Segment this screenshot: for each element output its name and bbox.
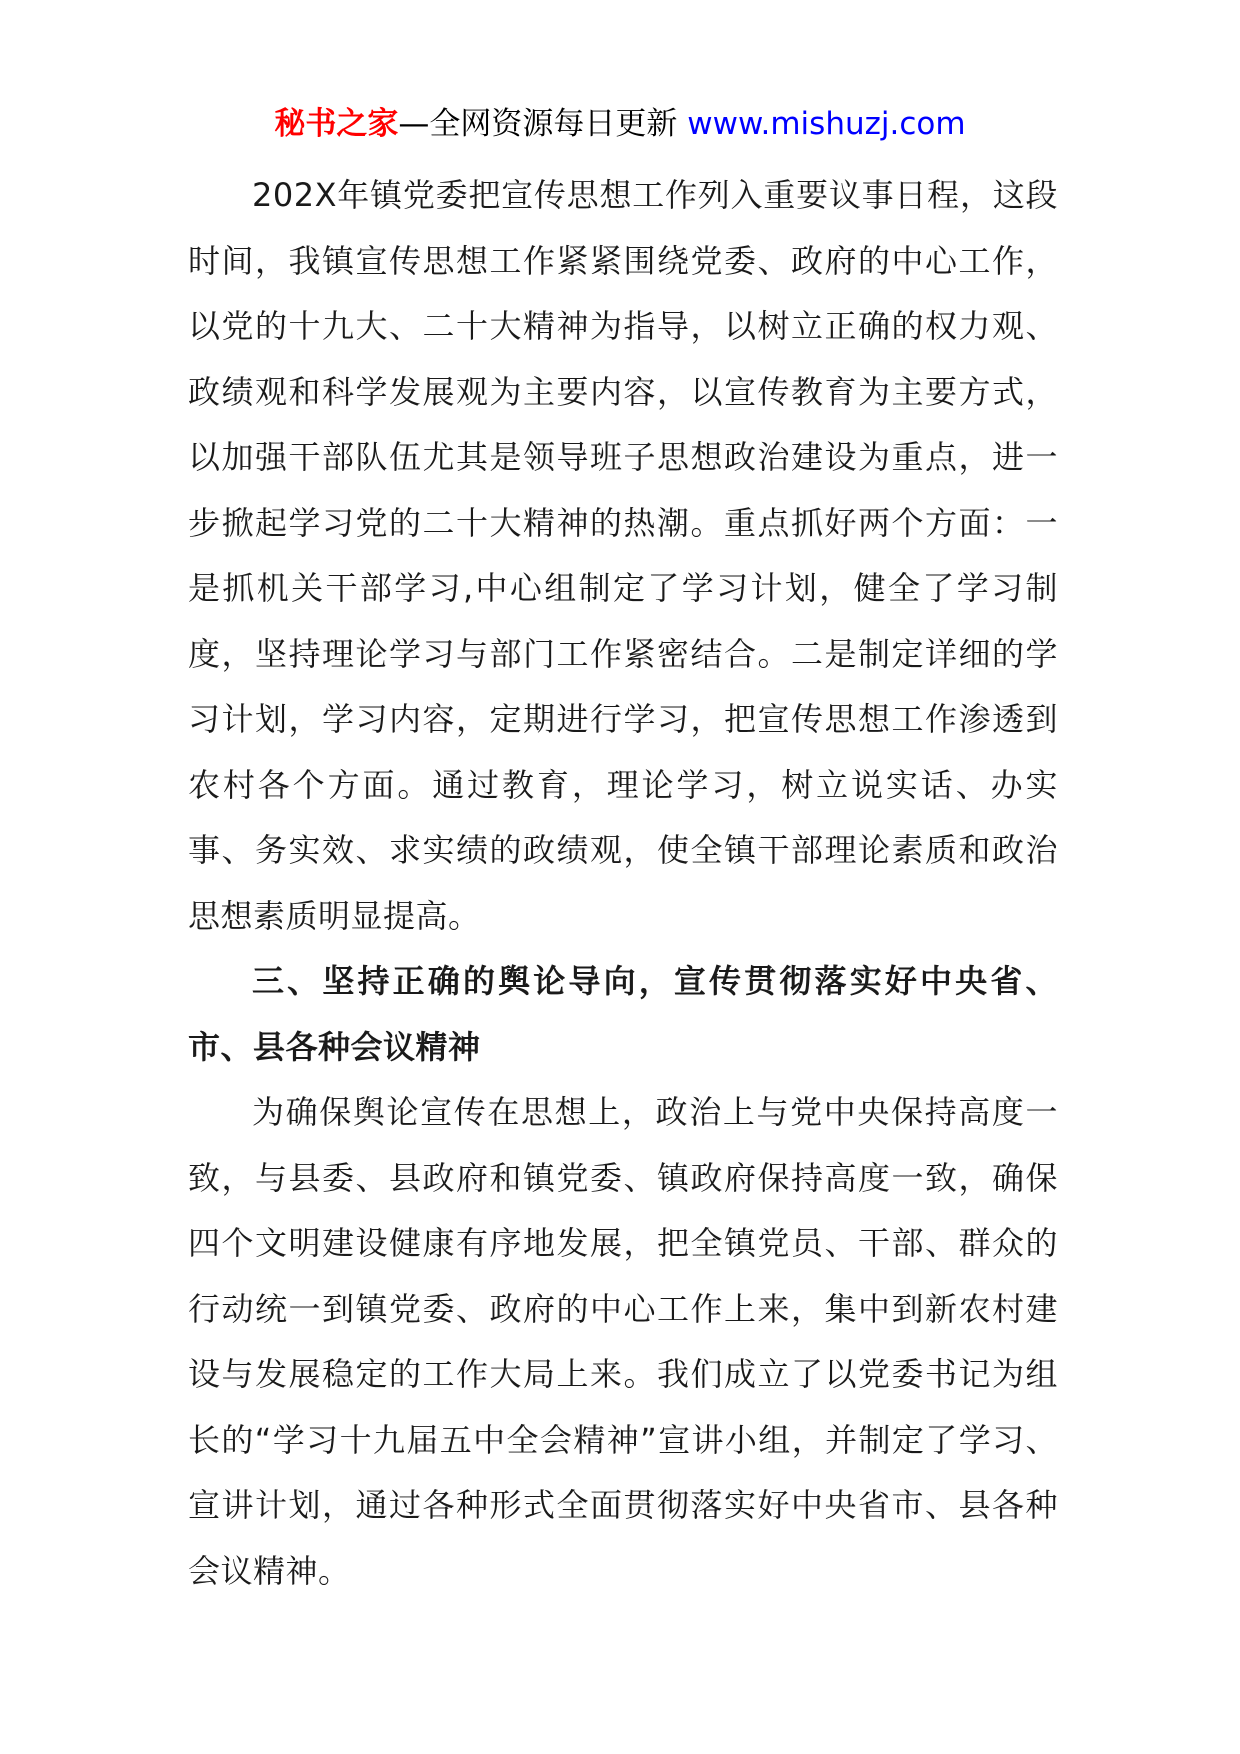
brand-name: 秘书之家 <box>274 106 399 142</box>
paragraph-work-summary: 202X年镇党委把宣传思想工作列入重要议事日程，这段时间，我镇宣传思想工作紧紧围绕党委、政府的中心工作，以党的十九大、二十大精神为指导，以树立正确的权力观、政绩观和科学发展观为主要内容，以宣传教育为主要方式，以加强干部队伍尤其是领导班子思想政治建设为重点，进一步掀起学习党的二十大精神的热潮。重点抓好两个方面：一是抓机关干部学习,中心组制定了学习计划，健全了学习制度，坚持理论学习与部门工作紧密结合。二是制定详细的学习计划，学习内容，定期进行学习，把宣传思想工作渗透到农村各个方面。通过教育，理论学习，树立说实话、办实事、务实效、求实绩的政绩观，使全镇干部理论素质和政治思想素质明显提高。 <box>188 176 1058 935</box>
section-heading-three: 三、坚持正确的舆论导向，宣传贯彻落实好中央省、市、县各种会议精神 <box>188 962 1058 1066</box>
document-body <box>188 163 1058 1604</box>
paragraph-public-opinion: 为确保舆论宣传在思想上，政治上与党中央保持高度一致，与县委、县政府和镇党委、镇政府保持高度一致，确保四个文明建设健康有序地发展，把全镇党员、干部、群众的行动统一到镇党委、政府的中心工作上来，集中到新农村建设与发展稳定的工作大局上来。我们成立了以党委书记为组长的“学习十九届五中全会精神”宣讲小组，并制定了学习、宣讲计划，通过各种形式全面贯彻落实好中央省市、县各种会议精神。 <box>188 1093 1058 1590</box>
website-url[interactable]: www.mishuzj.com <box>687 106 966 142</box>
page-header <box>0 102 1240 146</box>
header-slogan: —全网资源每日更新 <box>398 106 678 142</box>
